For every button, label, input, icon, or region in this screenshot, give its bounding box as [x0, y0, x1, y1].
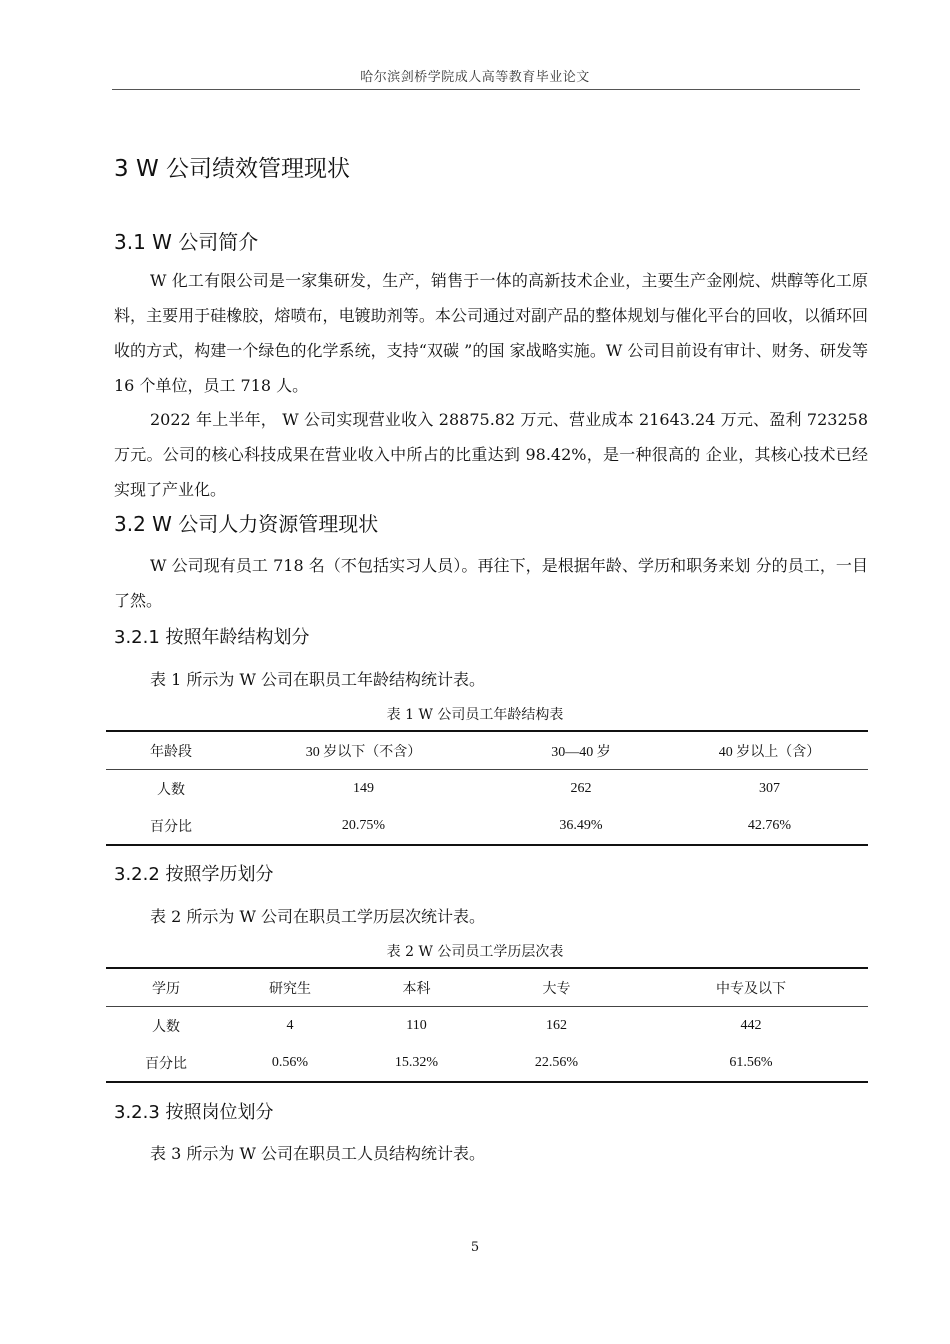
table-cell: 0.56% — [226, 1044, 354, 1082]
table2-caption: 表 2 W 公司员工学历层次表 — [386, 944, 564, 960]
table-cell: 20.75% — [236, 807, 491, 845]
table-cell: 人数 — [152, 1019, 180, 1035]
paragraph-company-intro: W 化工有限公司是一家集研发，生产，销售于一体的高新技术企业，主要生产金刚烷、烘醇等化工原料，主要用于硅橡胶，熔喷布，电镀助剂等。本公司通过对副产品的整体规划与催化平台的回收，以循环回收的方式，构建一个绿色的化学系统，支持“双碳 ”的国 家战略实施。W 公司目前设有审计、财务、研发等 16 个单位，员工 718 人。 — [114, 271, 868, 395]
table-header-cell: 30—40 岁 — [491, 731, 671, 770]
table1-intro: 表 1 所示为 W 公司在职员工年龄结构统计表。 — [150, 670, 485, 689]
age-structure-table — [106, 730, 868, 846]
section-heading-hr-status: 3.2 W 公司人力资源管理现状 — [114, 512, 379, 536]
table-cell: 61.56% — [634, 1044, 868, 1082]
running-header: 哈尔滨剑桥学院成人高等教育毕业论文 — [360, 70, 590, 85]
table3-intro: 表 3 所示为 W 公司在职员工人员结构统计表。 — [150, 1144, 485, 1163]
section-heading-company-intro: 3.1 W 公司简介 — [114, 230, 259, 254]
table-header-cell: 学历 — [106, 968, 226, 1007]
table-cell: 22.56% — [479, 1044, 634, 1082]
table-row — [106, 1044, 868, 1082]
paragraph-hr-status: W 公司现有员工 718 名（不包括实习人员）。再往下，是根据年龄、学历和职务来划 分的员工，一目了然。 — [114, 556, 868, 610]
table-cell: 36.49% — [491, 807, 671, 845]
table-cell: 人数 — [157, 782, 185, 798]
subsection-heading-education: 3.2.2 按照学历划分 — [114, 864, 274, 885]
chapter-heading: 3 W 公司绩效管理现状 — [114, 156, 350, 182]
table-header-cell: 中专及以下 — [634, 968, 868, 1007]
table-cell: 百分比 — [106, 1044, 226, 1082]
table-header-cell: 研究生 — [226, 968, 354, 1007]
table-header-row — [106, 968, 868, 1007]
table-header-cell: 年龄段 — [106, 731, 236, 770]
table-cell: 15.32% — [354, 1044, 479, 1082]
table1-caption: 表 1 W 公司员工年龄结构表 — [386, 707, 564, 723]
table-header-cell: 40 岁以上（含） — [671, 731, 868, 770]
subsection-heading-position: 3.2.3 按照岗位划分 — [114, 1102, 274, 1123]
table-cell: 百分比 — [106, 807, 236, 845]
table-row — [106, 770, 868, 808]
table-row — [106, 807, 868, 845]
table-header-row — [106, 731, 868, 770]
table-cell: 262 — [570, 780, 592, 796]
paragraph-financials: 2022 年上半年， W 公司实现营业收入 28875.82 万元、营业成本 21643.24 万元、盈利 723258 万元。公司的核心科技成果在营业收入中所占的比重达到 98.42%，是一种很高的 企业，其核心技术已经实现了产业化。 — [114, 410, 868, 499]
table-row — [106, 1007, 868, 1045]
table-cell: 307 — [759, 780, 780, 796]
table-cell: 442 — [740, 1017, 762, 1033]
table-cell: 42.76% — [671, 807, 868, 845]
table-header-cell: 本科 — [354, 968, 479, 1007]
subsection-heading-age: 3.2.1 按照年龄结构划分 — [114, 627, 310, 648]
page-number: 5 — [470, 1240, 480, 1255]
table-header-cell: 30 岁以下（不含） — [236, 731, 491, 770]
table2-intro: 表 2 所示为 W 公司在职员工学历层次统计表。 — [150, 907, 485, 926]
table-header-cell: 大专 — [479, 968, 634, 1007]
table-cell: 110 — [406, 1017, 427, 1033]
table-cell: 4 — [286, 1017, 294, 1033]
header-divider — [112, 89, 860, 90]
education-level-table — [106, 967, 868, 1083]
table-cell: 149 — [353, 780, 374, 796]
table-cell: 162 — [546, 1017, 567, 1033]
